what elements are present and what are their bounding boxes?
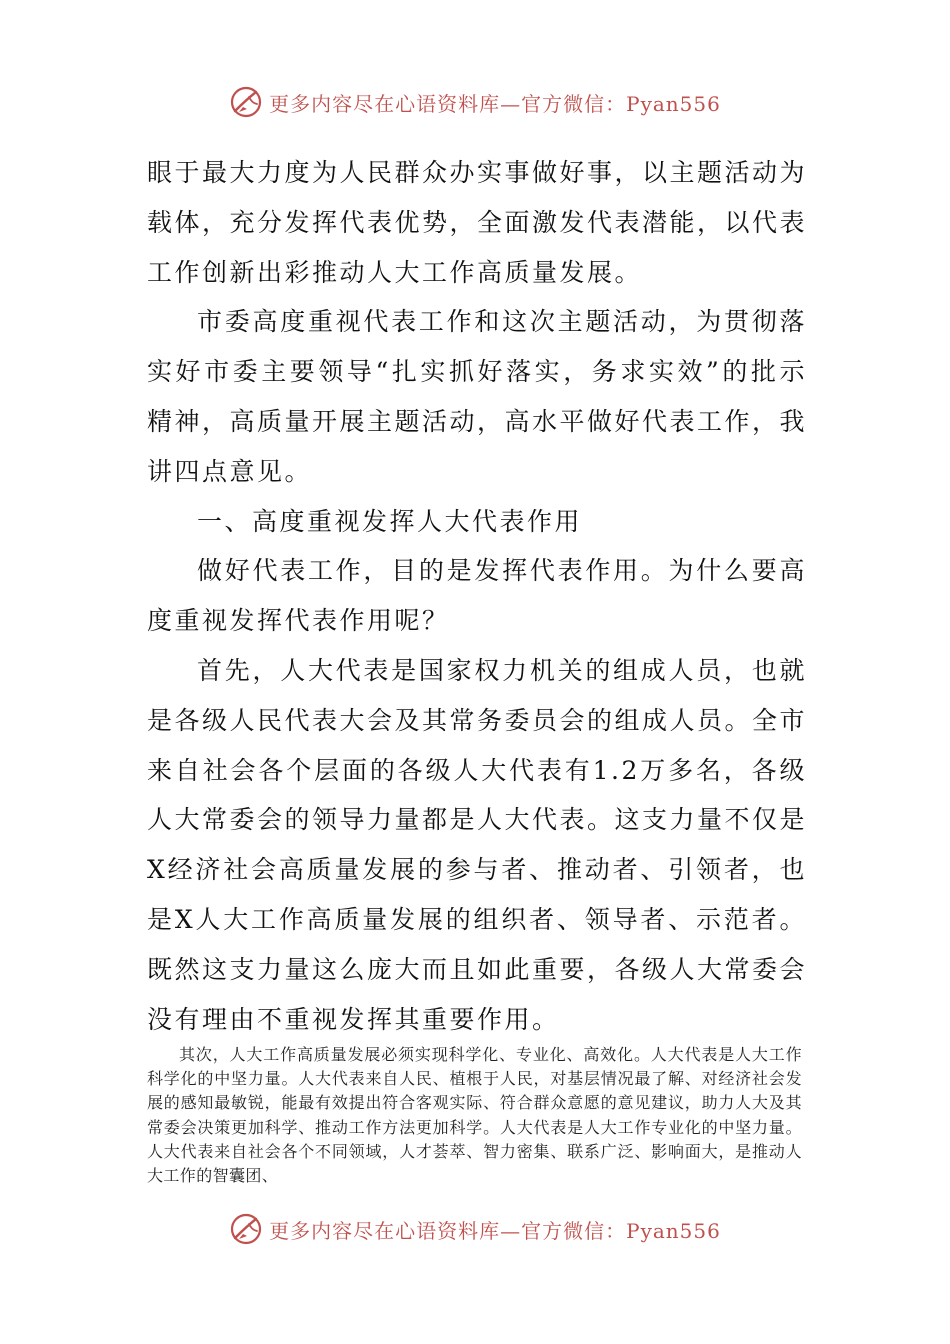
- header-banner: [0, 80, 950, 124]
- paragraph: 市委高度重视代表工作和这次主题活动，为贯彻落实好市委主要领导“扎实抓好落实，务求实效”的批示精神，高质量开展主题活动，高水平做好代表工作，我讲四点意见。: [147, 307, 808, 486]
- paragraph-small: 其次，人大工作高质量发展必须实现科学化、专业化、高效化。人大代表是人大工作科学化的中坚力量。人大代表来自人民、植根于人民，对基层情况最了解、对经济社会发展的感知最敏锐，能最有效提出符合客观实际、符合群众意愿的意见建议，助力人大及其常委会决策更加科学、推动工作方法更加科学。人大代表是人大工作专业化的中坚力量。人大代表来自社会各个不同领域，人才荟萃、智力密集、联系广泛、影响面大，是推动人大工作的智囊团、: [147, 1045, 802, 1186]
- document-body-small: [147, 1043, 802, 1188]
- document-body: [147, 148, 807, 1044]
- pen-logo-icon: [229, 85, 263, 119]
- paragraph: 做好代表工作，目的是发挥代表作用。为什么要高度重视发挥代表作用呢？: [147, 556, 807, 636]
- header-banner-text: 更多内容尽在心语资料库—官方微信：Pyan556: [269, 91, 721, 116]
- paragraph: 首先，人大代表是国家权力机关的组成人员，也就是各级人民代表大会及其常务委员会的组成人员。全市来自社会各个层面的各级人大代表有1.2万多名，各级人大常委会的领导力量都是人大代表。这支力量不仅是X经济社会高质量发展的参与者、推动者、引领者，也是X人大工作高质量发展的组织者、领导者、示范者。既然这支力量这么庞大而且如此重要，各级人大常委会没有理由不重视发挥其重要作用。: [147, 655, 808, 1034]
- paragraph-continued: 眼于最大力度为人民群众办实事做好事，以主题活动为载体，充分发挥代表优势，全面激发代表潜能，以代表工作创新出彩推动人大工作高质量发展。: [147, 158, 808, 287]
- footer-banner-text: 更多内容尽在心语资料库—官方微信：Pyan556: [269, 1218, 721, 1243]
- footer-banner: [0, 1207, 950, 1251]
- pen-logo-icon: [229, 1212, 263, 1246]
- section-heading: 一、高度重视发挥人大代表作用: [197, 506, 583, 536]
